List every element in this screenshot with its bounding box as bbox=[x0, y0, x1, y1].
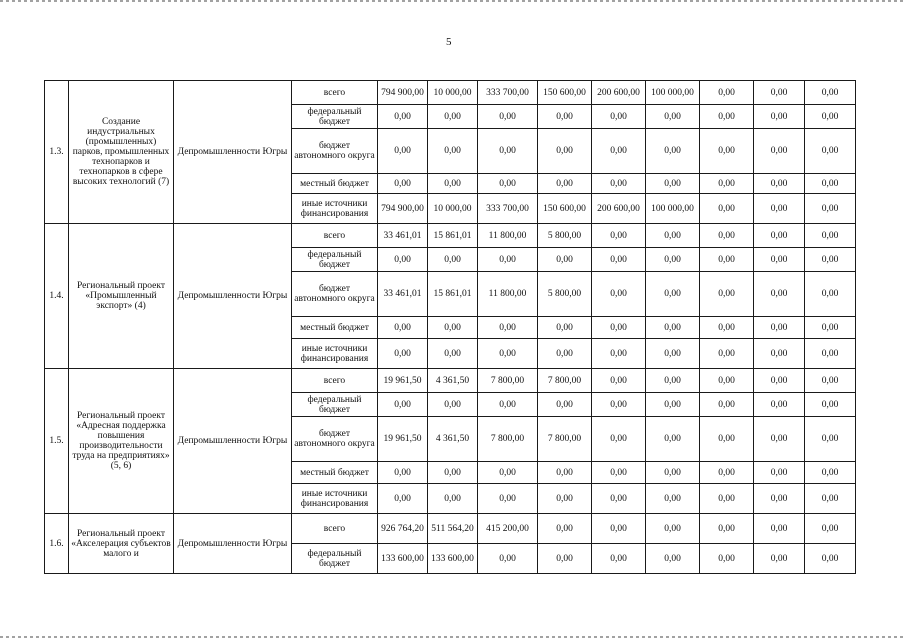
amount-cell: 0,00 bbox=[478, 462, 538, 484]
item-number: 1.6. bbox=[45, 514, 69, 574]
amount-cell: 0,00 bbox=[378, 317, 428, 339]
amount-cell: 0,00 bbox=[592, 317, 646, 339]
funding-source-label: федеральный бюджет bbox=[292, 248, 378, 272]
amount-cell: 0,00 bbox=[754, 194, 805, 224]
amount-cell: 0,00 bbox=[428, 462, 478, 484]
amount-cell: 0,00 bbox=[646, 272, 700, 317]
amount-cell: 0,00 bbox=[805, 248, 856, 272]
amount-cell: 0,00 bbox=[805, 417, 856, 462]
amount-cell: 0,00 bbox=[538, 514, 592, 544]
amount-cell: 0,00 bbox=[428, 174, 478, 194]
funding-source-label: иные источники финансирования bbox=[292, 484, 378, 514]
amount-cell: 0,00 bbox=[754, 514, 805, 544]
amount-cell: 0,00 bbox=[805, 224, 856, 248]
amount-cell: 100 000,00 bbox=[646, 194, 700, 224]
amount-cell: 7 800,00 bbox=[538, 417, 592, 462]
amount-cell: 0,00 bbox=[592, 224, 646, 248]
amount-cell: 0,00 bbox=[538, 248, 592, 272]
item-executor: Депромышленности Югры bbox=[174, 369, 292, 514]
amount-cell: 0,00 bbox=[646, 129, 700, 174]
amount-cell: 0,00 bbox=[700, 544, 754, 574]
amount-cell: 0,00 bbox=[754, 544, 805, 574]
amount-cell: 0,00 bbox=[700, 393, 754, 417]
amount-cell: 0,00 bbox=[646, 514, 700, 544]
amount-cell: 200 600,00 bbox=[592, 194, 646, 224]
amount-cell: 7 800,00 bbox=[478, 417, 538, 462]
funding-source-label: иные источники финансирования bbox=[292, 339, 378, 369]
item-number: 1.5. bbox=[45, 369, 69, 514]
page-number: 5 bbox=[446, 36, 452, 48]
amount-cell: 0,00 bbox=[592, 514, 646, 544]
amount-cell: 794 900,00 bbox=[378, 81, 428, 105]
amount-cell: 0,00 bbox=[592, 129, 646, 174]
amount-cell: 0,00 bbox=[754, 369, 805, 393]
amount-cell: 0,00 bbox=[428, 393, 478, 417]
amount-cell: 0,00 bbox=[646, 105, 700, 129]
funding-source-label: всего bbox=[292, 514, 378, 544]
amount-cell: 0,00 bbox=[700, 369, 754, 393]
amount-cell: 0,00 bbox=[805, 81, 856, 105]
amount-cell: 333 700,00 bbox=[478, 194, 538, 224]
amount-cell: 0,00 bbox=[700, 194, 754, 224]
amount-cell: 7 800,00 bbox=[478, 369, 538, 393]
amount-cell: 0,00 bbox=[538, 174, 592, 194]
amount-cell: 33 461,01 bbox=[378, 272, 428, 317]
amount-cell: 0,00 bbox=[538, 129, 592, 174]
amount-cell: 0,00 bbox=[754, 224, 805, 248]
amount-cell: 0,00 bbox=[478, 317, 538, 339]
amount-cell: 15 861,01 bbox=[428, 224, 478, 248]
amount-cell: 0,00 bbox=[478, 248, 538, 272]
amount-cell: 0,00 bbox=[646, 484, 700, 514]
item-executor: Депромышленности Югры bbox=[174, 81, 292, 224]
amount-cell: 4 361,50 bbox=[428, 417, 478, 462]
amount-cell: 0,00 bbox=[378, 339, 428, 369]
amount-cell: 133 600,00 bbox=[378, 544, 428, 574]
funding-source-label: федеральный бюджет bbox=[292, 393, 378, 417]
amount-cell: 0,00 bbox=[754, 317, 805, 339]
amount-cell: 0,00 bbox=[700, 272, 754, 317]
amount-cell: 926 764,20 bbox=[378, 514, 428, 544]
amount-cell: 0,00 bbox=[700, 81, 754, 105]
amount-cell: 0,00 bbox=[646, 248, 700, 272]
funding-source-label: бюджет автономного округа bbox=[292, 129, 378, 174]
amount-cell: 15 861,01 bbox=[428, 272, 478, 317]
amount-cell: 200 600,00 bbox=[592, 81, 646, 105]
amount-cell: 4 361,50 bbox=[428, 369, 478, 393]
amount-cell: 0,00 bbox=[478, 174, 538, 194]
item-name: Региональный проект «Акселерация субъектов малого и bbox=[69, 514, 174, 574]
amount-cell: 0,00 bbox=[754, 105, 805, 129]
amount-cell: 0,00 bbox=[592, 369, 646, 393]
amount-cell: 0,00 bbox=[646, 393, 700, 417]
scan-edge-bottom bbox=[0, 636, 905, 638]
amount-cell: 10 000,00 bbox=[428, 81, 478, 105]
amount-cell: 0,00 bbox=[700, 514, 754, 544]
amount-cell: 0,00 bbox=[805, 484, 856, 514]
amount-cell: 33 461,01 bbox=[378, 224, 428, 248]
amount-cell: 0,00 bbox=[592, 248, 646, 272]
item-name: Региональный проект «Промышленный экспорт» (4) bbox=[69, 224, 174, 369]
amount-cell: 0,00 bbox=[700, 105, 754, 129]
amount-cell: 0,00 bbox=[805, 174, 856, 194]
amount-cell: 0,00 bbox=[538, 339, 592, 369]
amount-cell: 0,00 bbox=[378, 248, 428, 272]
amount-cell: 0,00 bbox=[754, 174, 805, 194]
amount-cell: 0,00 bbox=[592, 462, 646, 484]
amount-cell: 0,00 bbox=[592, 272, 646, 317]
amount-cell: 0,00 bbox=[592, 174, 646, 194]
amount-cell: 0,00 bbox=[805, 393, 856, 417]
amount-cell: 150 600,00 bbox=[538, 81, 592, 105]
item-executor: Депромышленности Югры bbox=[174, 224, 292, 369]
funding-source-label: всего bbox=[292, 369, 378, 393]
item-executor: Депромышленности Югры bbox=[174, 514, 292, 574]
amount-cell: 0,00 bbox=[700, 129, 754, 174]
amount-cell: 0,00 bbox=[478, 339, 538, 369]
amount-cell: 0,00 bbox=[805, 369, 856, 393]
amount-cell: 0,00 bbox=[378, 462, 428, 484]
amount-cell: 0,00 bbox=[592, 484, 646, 514]
amount-cell: 0,00 bbox=[805, 544, 856, 574]
item-name: Региональный проект «Адресная поддержка повышения производительности труда на предприятиях» (5, 6) bbox=[69, 369, 174, 514]
amount-cell: 19 961,50 bbox=[378, 369, 428, 393]
amount-cell: 0,00 bbox=[538, 462, 592, 484]
amount-cell: 0,00 bbox=[646, 224, 700, 248]
amount-cell: 0,00 bbox=[646, 174, 700, 194]
amount-cell: 0,00 bbox=[805, 317, 856, 339]
amount-cell: 5 800,00 bbox=[538, 272, 592, 317]
amount-cell: 0,00 bbox=[805, 339, 856, 369]
table-row bbox=[45, 81, 856, 105]
amount-cell: 0,00 bbox=[700, 417, 754, 462]
amount-cell: 0,00 bbox=[805, 105, 856, 129]
item-number: 1.4. bbox=[45, 224, 69, 369]
amount-cell: 0,00 bbox=[478, 393, 538, 417]
amount-cell: 415 200,00 bbox=[478, 514, 538, 544]
amount-cell: 0,00 bbox=[592, 339, 646, 369]
amount-cell: 11 800,00 bbox=[478, 272, 538, 317]
amount-cell: 0,00 bbox=[592, 417, 646, 462]
funding-source-label: всего bbox=[292, 224, 378, 248]
amount-cell: 0,00 bbox=[538, 544, 592, 574]
amount-cell: 0,00 bbox=[478, 484, 538, 514]
funding-source-label: федеральный бюджет bbox=[292, 105, 378, 129]
item-name: Создание индустриальных (промышленных) парков, промышленных технопарков и технопарков в сфере высоких технологий (7) bbox=[69, 81, 174, 224]
amount-cell: 0,00 bbox=[428, 129, 478, 174]
amount-cell: 0,00 bbox=[538, 393, 592, 417]
amount-cell: 0,00 bbox=[646, 544, 700, 574]
amount-cell: 0,00 bbox=[538, 105, 592, 129]
amount-cell: 7 800,00 bbox=[538, 369, 592, 393]
amount-cell: 0,00 bbox=[754, 393, 805, 417]
funding-source-label: местный бюджет bbox=[292, 462, 378, 484]
amount-cell: 0,00 bbox=[592, 105, 646, 129]
amount-cell: 0,00 bbox=[538, 317, 592, 339]
amount-cell: 0,00 bbox=[700, 224, 754, 248]
amount-cell: 133 600,00 bbox=[428, 544, 478, 574]
table-row bbox=[45, 514, 856, 544]
table-row bbox=[45, 224, 856, 248]
amount-cell: 0,00 bbox=[646, 339, 700, 369]
amount-cell: 100 000,00 bbox=[646, 81, 700, 105]
amount-cell: 0,00 bbox=[378, 129, 428, 174]
funding-source-label: иные источники финансирования bbox=[292, 194, 378, 224]
amount-cell: 0,00 bbox=[646, 369, 700, 393]
amount-cell: 0,00 bbox=[805, 514, 856, 544]
amount-cell: 0,00 bbox=[428, 248, 478, 272]
funding-source-label: местный бюджет bbox=[292, 174, 378, 194]
amount-cell: 0,00 bbox=[646, 462, 700, 484]
amount-cell: 0,00 bbox=[646, 317, 700, 339]
amount-cell: 0,00 bbox=[428, 105, 478, 129]
funding-source-label: бюджет автономного округа bbox=[292, 417, 378, 462]
funding-source-label: бюджет автономного округа bbox=[292, 272, 378, 317]
amount-cell: 19 961,50 bbox=[378, 417, 428, 462]
amount-cell: 0,00 bbox=[538, 484, 592, 514]
amount-cell: 5 800,00 bbox=[538, 224, 592, 248]
amount-cell: 0,00 bbox=[428, 317, 478, 339]
amount-cell: 511 564,20 bbox=[428, 514, 478, 544]
amount-cell: 0,00 bbox=[754, 484, 805, 514]
amount-cell: 0,00 bbox=[754, 81, 805, 105]
amount-cell: 0,00 bbox=[378, 174, 428, 194]
funding-source-label: федеральный бюджет bbox=[292, 544, 378, 574]
scan-edge-top bbox=[0, 0, 905, 2]
amount-cell: 0,00 bbox=[428, 339, 478, 369]
amount-cell: 0,00 bbox=[805, 129, 856, 174]
amount-cell: 0,00 bbox=[428, 484, 478, 514]
amount-cell: 0,00 bbox=[378, 484, 428, 514]
amount-cell: 10 000,00 bbox=[428, 194, 478, 224]
amount-cell: 11 800,00 bbox=[478, 224, 538, 248]
amount-cell: 0,00 bbox=[700, 248, 754, 272]
amount-cell: 0,00 bbox=[805, 194, 856, 224]
amount-cell: 0,00 bbox=[700, 339, 754, 369]
amount-cell: 0,00 bbox=[478, 105, 538, 129]
amount-cell: 0,00 bbox=[754, 417, 805, 462]
table-row bbox=[45, 369, 856, 393]
amount-cell: 0,00 bbox=[754, 272, 805, 317]
amount-cell: 0,00 bbox=[592, 544, 646, 574]
amount-cell: 0,00 bbox=[700, 462, 754, 484]
amount-cell: 0,00 bbox=[646, 417, 700, 462]
amount-cell: 333 700,00 bbox=[478, 81, 538, 105]
amount-cell: 0,00 bbox=[478, 544, 538, 574]
amount-cell: 0,00 bbox=[754, 129, 805, 174]
item-number: 1.3. bbox=[45, 81, 69, 224]
amount-cell: 0,00 bbox=[805, 462, 856, 484]
amount-cell: 794 900,00 bbox=[378, 194, 428, 224]
funding-source-label: всего bbox=[292, 81, 378, 105]
amount-cell: 0,00 bbox=[378, 105, 428, 129]
amount-cell: 0,00 bbox=[754, 248, 805, 272]
amount-cell: 0,00 bbox=[700, 484, 754, 514]
amount-cell: 0,00 bbox=[754, 462, 805, 484]
amount-cell: 0,00 bbox=[378, 393, 428, 417]
amount-cell: 150 600,00 bbox=[538, 194, 592, 224]
amount-cell: 0,00 bbox=[754, 339, 805, 369]
amount-cell: 0,00 bbox=[700, 174, 754, 194]
amount-cell: 0,00 bbox=[478, 129, 538, 174]
amount-cell: 0,00 bbox=[805, 272, 856, 317]
funding-source-label: местный бюджет bbox=[292, 317, 378, 339]
budget-table bbox=[44, 80, 856, 574]
amount-cell: 0,00 bbox=[592, 393, 646, 417]
amount-cell: 0,00 bbox=[700, 317, 754, 339]
